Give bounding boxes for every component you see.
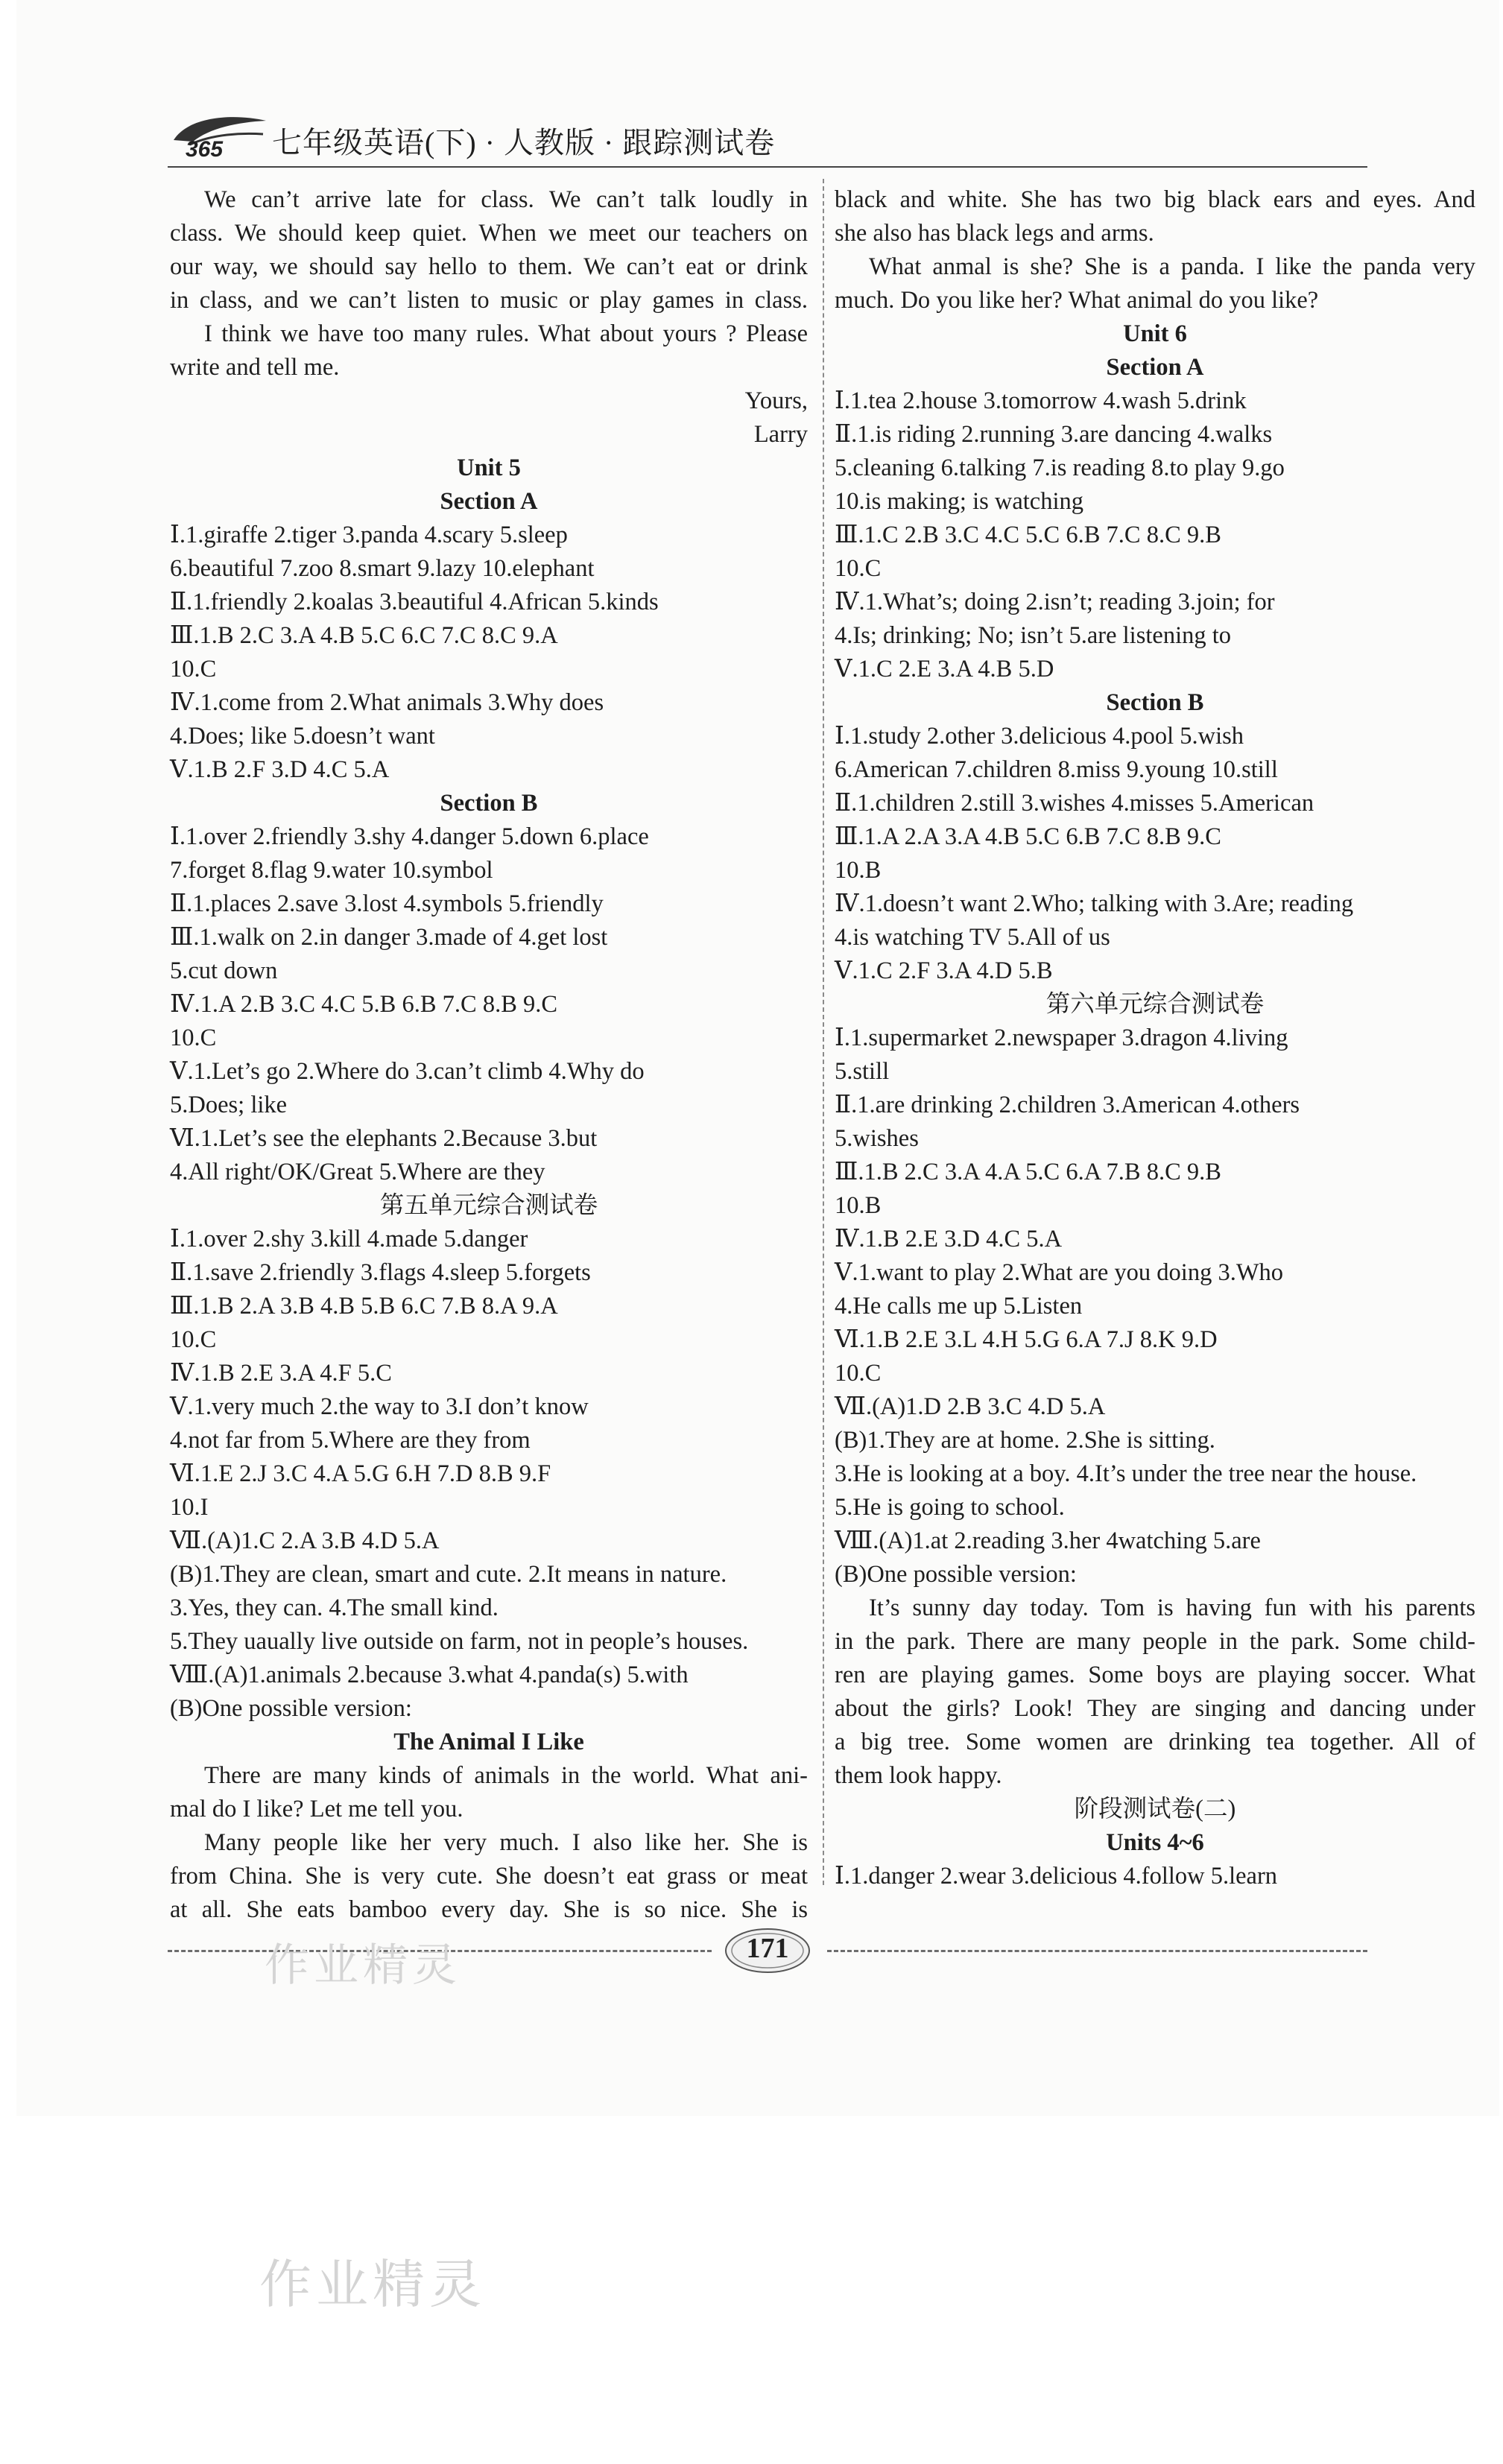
left-column xyxy=(170,183,808,1927)
test-heading: 第五单元综合测试卷 xyxy=(379,1192,598,1219)
essay-line: What anmal is she? She is a panda. I like the panda very xyxy=(869,253,1475,280)
answer-line: Ⅰ.1.over 2.shy 3.kill 4.made 5.danger xyxy=(170,1226,528,1252)
essay-line: in the park. There are many people in the park. Some child- xyxy=(835,1628,1475,1655)
answer-line: 6.beautiful 7.zoo 8.smart 9.lazy 10.elephant xyxy=(170,555,595,582)
essay-line: black and white. She has two big black ears and eyes. And xyxy=(835,186,1475,213)
essay-line: It’s sunny day today. Tom is having fun with his parents xyxy=(869,1594,1475,1621)
answer-line: 3.Yes, they can. 4.The small kind. xyxy=(170,1594,499,1621)
answer-line: 6.American 7.children 8.miss 9.young 10.still xyxy=(835,756,1278,783)
answer-line: Ⅰ.1.supermarket 2.newspaper 3.dragon 4.living xyxy=(835,1024,1288,1051)
answer-line: Ⅰ.1.tea 2.house 3.tomorrow 4.wash 5.drink xyxy=(835,387,1247,414)
answer-line: Ⅵ.1.Let’s see the elephants 2.Because 3.but xyxy=(170,1125,598,1152)
page-title: 七年级英语(下) · 人教版 · 跟踪测试卷 xyxy=(272,126,776,159)
answer-line: 10.is making; is watching xyxy=(835,488,1083,515)
answer-line: Ⅲ.1.B 2.C 3.A 4.A 5.C 6.A 7.B 8.C 9.B xyxy=(835,1159,1221,1185)
watermark-text: 作业精灵 xyxy=(259,2254,486,2315)
answer-line: 4.Does; like 5.doesn’t want xyxy=(170,723,435,750)
essay-line: much. Do you like her? What animal do you like? xyxy=(835,287,1319,314)
essay-line: them look happy. xyxy=(835,1762,1002,1789)
watermark-text: 作业精灵 xyxy=(265,1939,461,1992)
answer-line: 10.C xyxy=(835,555,882,582)
answer-line: 10.C xyxy=(170,1024,217,1051)
answer-line: Ⅳ.1.come from 2.What animals 3.Why does xyxy=(170,689,604,716)
unit-heading: Unit 6 xyxy=(1123,320,1187,347)
section-heading: Section A xyxy=(1106,354,1204,381)
answer-line: Ⅴ.1.very much 2.the way to 3.I don’t know xyxy=(170,1393,589,1420)
page-header xyxy=(168,112,1367,164)
right-column xyxy=(835,183,1475,1893)
answer-line: Ⅵ.1.B 2.E 3.L 4.H 5.G 6.A 7.J 8.K 9.D xyxy=(835,1326,1218,1353)
test-heading: 阶段测试卷(二) xyxy=(1074,1796,1236,1822)
answer-line: 5.cut down xyxy=(170,957,278,984)
answer-line: (B)One possible version: xyxy=(835,1561,1077,1588)
publisher-logo xyxy=(168,112,272,159)
answer-line: Ⅴ.1.B 2.F 3.D 4.C 5.A xyxy=(170,756,390,783)
essay-line: about the girls? Look! They are singing and dancing under xyxy=(835,1695,1475,1722)
answer-line: 4.He calls me up 5.Listen xyxy=(835,1293,1083,1320)
text-line: We can’t arrive late for class. We can’t talk loudly in xyxy=(204,186,808,213)
essay-line: mal do I like? Let me tell you. xyxy=(170,1796,463,1822)
answer-line: Ⅱ.1.are drinking 2.children 3.American 4.others xyxy=(835,1092,1300,1118)
answer-line: 4.Is; drinking; No; isn’t 5.are listening to xyxy=(835,622,1231,649)
letter-signature: Larry xyxy=(753,421,808,448)
essay-line: from China. She is very cute. She doesn’t eat grass or meat xyxy=(170,1863,808,1890)
answer-line: Ⅰ.1.danger 2.wear 3.delicious 4.follow 5.learn xyxy=(835,1863,1278,1890)
answer-line: Ⅲ.1.B 2.A 3.B 4.B 5.B 6.C 7.B 8.A 9.A xyxy=(170,1293,558,1320)
answer-line: (B)1.They are at home. 2.She is sitting. xyxy=(835,1427,1215,1454)
answer-line: Ⅳ.1.A 2.B 3.C 4.C 5.B 6.B 7.C 8.B 9.C xyxy=(170,991,558,1018)
answer-line: Ⅳ.1.doesn’t want 2.Who; talking with 3.Are; reading xyxy=(835,890,1354,917)
answer-line: Ⅴ.1.C 2.F 3.A 4.D 5.B xyxy=(835,957,1053,984)
answer-line: 10.B xyxy=(835,1192,882,1219)
essay-line: Many people like her very much. I also like her. She is xyxy=(204,1829,808,1856)
answer-line: 10.C xyxy=(170,1326,217,1353)
answer-line: (B)1.They are clean, smart and cute. 2.It means in nature. xyxy=(170,1561,727,1588)
essay-line: There are many kinds of animals in the world. What ani- xyxy=(204,1762,808,1789)
test-heading: 第六单元综合测试卷 xyxy=(1045,991,1265,1018)
answer-line: Ⅱ.1.places 2.save 3.lost 4.symbols 5.friendly xyxy=(170,890,604,917)
answer-line: Ⅲ.1.B 2.C 3.A 4.B 5.C 6.C 7.C 8.C 9.A xyxy=(170,622,558,649)
answer-line: Ⅵ.1.E 2.J 3.C 4.A 5.G 6.H 7.D 8.B 9.F xyxy=(170,1460,551,1487)
answer-line: Ⅷ.(A)1.animals 2.because 3.what 4.panda(s) 5.with xyxy=(170,1662,689,1688)
answer-line: 5.They uaually live outside on farm, not in people’s houses. xyxy=(170,1628,749,1655)
answer-line: Ⅱ.1.children 2.still 3.wishes 4.misses 5.American xyxy=(835,790,1314,817)
units-heading: Units 4~6 xyxy=(1106,1829,1204,1856)
answer-line: Ⅲ.1.C 2.B 3.C 4.C 5.C 6.B 7.C 8.C 9.B xyxy=(835,522,1221,548)
section-heading: Section B xyxy=(1106,689,1204,716)
answer-line: Ⅳ.1.B 2.E 3.A 4.F 5.C xyxy=(170,1360,392,1387)
essay-line: ren are playing games. Some boys are playing soccer. What xyxy=(835,1662,1475,1688)
header-divider xyxy=(168,166,1367,168)
answer-line: Ⅶ.(A)1.C 2.A 3.B 4.D 5.A xyxy=(170,1527,440,1554)
essay-line: she also has black legs and arms. xyxy=(835,220,1154,247)
answer-line: Ⅶ.(A)1.D 2.B 3.C 4.D 5.A xyxy=(835,1393,1106,1420)
answer-line: 5.wishes xyxy=(835,1125,919,1152)
answer-line: Ⅲ.1.A 2.A 3.A 4.B 5.C 6.B 7.C 8.B 9.C xyxy=(835,823,1221,850)
text-line: in class, and we can’t listen to music or play games in class. xyxy=(170,287,808,314)
text-line: class. We should keep quiet. When we meet our teachers on xyxy=(170,220,808,247)
answer-line: Ⅴ.1.want to play 2.What are you doing 3.Who xyxy=(835,1259,1284,1286)
answer-line: Ⅱ.1.friendly 2.koalas 3.beautiful 4.African 5.kinds xyxy=(170,589,659,615)
answer-line: Ⅰ.1.giraffe 2.tiger 3.panda 4.scary 5.sleep xyxy=(170,522,568,548)
answer-line: (B)One possible version: xyxy=(170,1695,412,1722)
answer-line: 4.not far from 5.Where are they from xyxy=(170,1427,531,1454)
answer-line: Ⅳ.1.What’s; doing 2.isn’t; reading 3.join; for xyxy=(835,589,1275,615)
answer-line: Ⅷ.(A)1.at 2.reading 3.her 4watching 5.are xyxy=(835,1527,1261,1554)
answer-line: Ⅰ.1.study 2.other 3.delicious 4.pool 5.wish xyxy=(835,723,1244,750)
text-line: write and tell me. xyxy=(170,354,340,381)
answer-line: Ⅴ.1.Let’s go 2.Where do 3.can’t climb 4.Why do xyxy=(170,1058,645,1085)
answer-line: 10.C xyxy=(835,1360,882,1387)
essay-title: The Animal I Like xyxy=(393,1729,584,1755)
answer-line: Ⅱ.1.save 2.friendly 3.flags 4.sleep 5.forgets xyxy=(170,1259,591,1286)
answer-line: 3.He is looking at a boy. 4.It’s under the tree near the house. xyxy=(835,1460,1417,1487)
answer-line: 5.cleaning 6.talking 7.is reading 8.to play 9.go xyxy=(835,455,1285,481)
answer-line: 5.Does; like xyxy=(170,1092,288,1118)
answer-line: 5.still xyxy=(835,1058,890,1085)
answer-line: 4.All right/OK/Great 5.Where are they xyxy=(170,1159,545,1185)
answer-line: Ⅱ.1.is riding 2.running 3.are dancing 4.walks xyxy=(835,421,1273,448)
answer-line: 5.He is going to school. xyxy=(835,1494,1065,1521)
answer-line: 10.B xyxy=(835,857,882,884)
answer-line: Ⅰ.1.over 2.friendly 3.shy 4.danger 5.down 6.place xyxy=(170,823,649,850)
answer-line: Ⅲ.1.walk on 2.in danger 3.made of 4.get lost xyxy=(170,924,608,951)
answer-line: Ⅳ.1.B 2.E 3.D 4.C 5.A xyxy=(835,1226,1063,1252)
footer-dashed-rule xyxy=(827,1950,1367,1952)
text-line: I think we have too many rules. What about yours ? Please xyxy=(204,320,808,347)
essay-line: at all. She eats bamboo every day. She is so nice. She is xyxy=(170,1896,808,1923)
column-divider xyxy=(823,179,824,1885)
answer-line: 10.C xyxy=(170,656,217,682)
answer-line: 4.is watching TV 5.All of us xyxy=(835,924,1110,951)
unit-heading: Unit 5 xyxy=(457,455,521,481)
section-heading: Section A xyxy=(440,488,538,515)
answer-line: 10.I xyxy=(170,1494,209,1521)
letter-closing: Yours, xyxy=(744,387,808,414)
section-heading: Section B xyxy=(440,790,538,817)
answer-line: Ⅴ.1.C 2.E 3.A 4.B 5.D xyxy=(835,656,1054,682)
essay-line: a big tree. Some women are drinking tea together. All of xyxy=(835,1729,1475,1755)
logo-text: 365 xyxy=(186,137,224,159)
page-number: 171 xyxy=(746,1933,789,1964)
text-line: our way, we should say hello to them. We can’t eat or drink xyxy=(170,253,808,280)
answer-line: 7.forget 8.flag 9.water 10.symbol xyxy=(170,857,493,884)
